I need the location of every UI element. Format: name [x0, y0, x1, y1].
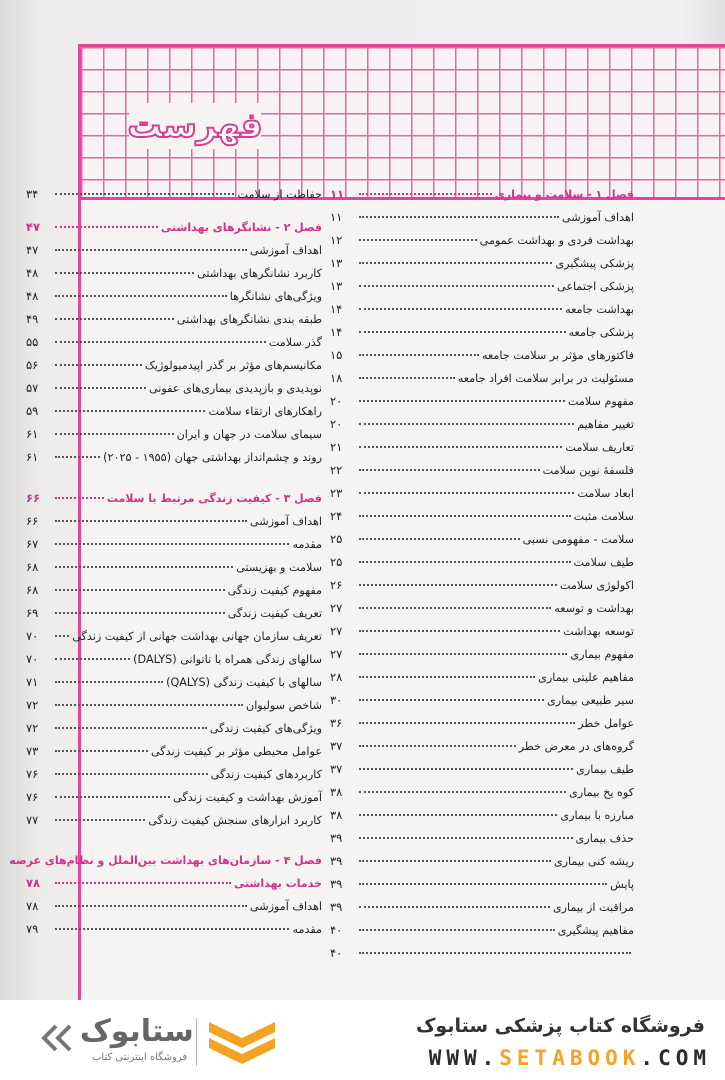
dot-leader [359, 906, 550, 908]
toc-entry-title: سالهای با کیفیت زندگی (QALYS) [166, 676, 322, 689]
toc-page-number: ۱۱ [330, 210, 343, 224]
dot-leader [55, 566, 233, 568]
toc-page-number: ۱۵ [330, 348, 343, 362]
book-chevron-logo-icon [205, 1018, 279, 1066]
dot-leader [55, 520, 247, 522]
dot-leader [359, 607, 551, 609]
toc-entry [330, 339, 634, 362]
toc-entry [26, 758, 322, 781]
toc-page-number: ۲۲ [330, 463, 343, 477]
toc-entry-title: اهداف آموزشی [249, 900, 322, 913]
toc-page-number: ۱۸ [330, 371, 343, 385]
dot-leader [55, 658, 130, 660]
toc-entry-title: ریشه کنی بیماری [553, 855, 634, 868]
store-logo-tagline: فروشگاه اینترنتی کتاب [92, 1052, 188, 1063]
dot-leader [359, 630, 560, 632]
toc-page-number: ۴۸ [26, 289, 39, 303]
toc-page-number: ۴۰ [330, 923, 343, 937]
dot-leader [359, 952, 631, 954]
toc-entry-title: خدمات بهداشتی [233, 877, 322, 890]
toc-entry-title: مبارزه با بیماری [560, 809, 634, 822]
toc-entry [330, 408, 634, 431]
dot-leader [55, 773, 208, 775]
dot-leader [359, 308, 562, 310]
dot-leader [55, 497, 104, 499]
dot-leader [359, 538, 520, 540]
toc-entry [26, 804, 322, 827]
toc-page-number: ۱۱ [330, 187, 345, 201]
toc-entry-title: فلسفهٔ نوین سلامت [542, 464, 634, 477]
toc-entry-title: مراقبت از بیماری [552, 901, 634, 914]
dot-leader [359, 745, 516, 747]
dot-leader [55, 928, 289, 930]
toc-entry-title: فاکتورهای مؤثر بر سلامت جامعه [481, 349, 634, 362]
toc-page-number: ۷۰ [26, 629, 39, 643]
toc-page-number: ۶۷ [26, 537, 39, 551]
toc-entry-title: بهداشت جامعه [565, 303, 634, 316]
toc-entry-title: کوه یخ بیماری [569, 786, 634, 799]
toc-entry-title: فصل ۱ - سلامت و بیماری [494, 188, 634, 201]
dot-leader [55, 681, 163, 683]
toc-entry [330, 730, 634, 753]
toc-page-number: ۵۷ [26, 381, 39, 395]
toc-entry-title: مفهوم بیماری [570, 648, 634, 661]
toc-entry-title: مفاهیم پیشگیری [557, 924, 634, 937]
toc-entry [26, 257, 322, 280]
dot-leader [55, 193, 234, 195]
toc-page-number: ۲۷ [330, 624, 343, 638]
toc-column-right [330, 178, 634, 960]
dot-leader [359, 653, 567, 655]
url-prefix: WWW. [428, 1046, 500, 1070]
dot-leader [55, 318, 174, 320]
toc-page-number: ۱۲ [330, 233, 343, 247]
toc-entry [330, 546, 634, 569]
toc-entry [26, 303, 322, 326]
toc-entry-title: پزشکی اجتماعی [557, 280, 634, 293]
toc-page-number: ۶۹ [26, 606, 39, 620]
dot-leader [359, 216, 559, 218]
toc-entry-title: مفهوم کیفیت زندگی [227, 584, 322, 597]
toc-entry-title: فصل ۲ - نشانگرهای بهداشتی [160, 221, 322, 234]
toc-page-number: ۵۹ [26, 404, 39, 418]
toc-entry [330, 431, 634, 454]
store-name: فروشگاه کتاب پزشکی ستابوک [415, 1015, 705, 1037]
toc-entry-title: سالهای زندگی همراه با ناتوانی (DALYS) [133, 653, 322, 666]
toc-entry-title: کاربرد نشانگرهای بهداشتی [197, 267, 322, 280]
toc-entry-title: اکولوژی سلامت [559, 579, 634, 592]
dot-leader [55, 226, 158, 228]
toc-page-number: ۷۲ [26, 721, 39, 735]
toc-page-number: ۷۰ [26, 652, 39, 666]
toc-page-number: ۳۴ [26, 187, 39, 201]
toc-entry-title: سلامت مثبت [573, 510, 634, 523]
dot-leader [359, 446, 562, 448]
toc-entry [26, 395, 322, 418]
dot-leader [359, 285, 554, 287]
dot-leader [359, 584, 557, 586]
toc-entry [330, 454, 634, 477]
toc-page-number: ۲۷ [330, 647, 343, 661]
toc-page-number: ۷۱ [26, 675, 39, 689]
toc-entry [330, 707, 634, 730]
toc-page-number: ۳۷ [330, 762, 343, 776]
toc-entry-title: مفهوم سلامت [567, 395, 634, 408]
toc-entry [26, 280, 322, 303]
toc-column-left [9, 178, 322, 936]
toc-page-number: ۳۶ [330, 716, 343, 730]
toc-page-number: ۲۶ [330, 578, 343, 592]
toc-entry-title: بهداشت و توسعه [554, 602, 634, 615]
dot-leader [359, 423, 574, 425]
dot-leader [55, 796, 170, 798]
toc-entry [26, 712, 322, 735]
toc-entry-title: پزشکی پیشگیری [555, 257, 634, 270]
toc-entry [330, 937, 634, 960]
toc-entry [330, 799, 634, 822]
toc-entry-title: ابعاد سلامت [577, 487, 634, 500]
toc-page-number: ۴۷ [26, 220, 41, 234]
toc-entry-title: روند و چشم‌انداز بهداشتی جهان (۱۹۵۵ - ۲۰۲۵) [103, 451, 322, 464]
toc-entry [330, 270, 634, 293]
toc-entry [26, 890, 322, 913]
toc-page-number: ۲۱ [330, 440, 343, 454]
toc-page-number: ۶۸ [26, 583, 39, 597]
toc-chapter-heading [26, 482, 322, 505]
dot-leader [55, 882, 231, 884]
toc-entry-title: بهداشت فردی و بهداشت عمومی [479, 234, 634, 247]
toc-entry [330, 362, 634, 385]
toc-entry [330, 293, 634, 316]
dot-leader [359, 837, 573, 839]
toc-page-number: ۱۳ [330, 279, 343, 293]
dot-leader [359, 791, 566, 793]
dot-leader [55, 364, 142, 366]
toc-entry [330, 891, 634, 914]
dot-leader [359, 699, 544, 701]
double-chevron-icon [40, 1024, 84, 1052]
dot-leader [55, 704, 243, 706]
dot-leader [359, 193, 492, 195]
dot-leader [55, 387, 146, 389]
toc-entry-title: سیر طبیعی بیماری [547, 694, 634, 707]
toc-entry [330, 523, 634, 546]
toc-entry-title: سلامت و بهزیستی [236, 561, 322, 574]
toc-entry-title: مکانیسم‌های مؤثر بر گذر اپیدمیولوژیک [144, 359, 322, 372]
dot-leader [55, 612, 225, 614]
toc-entry-title: نوپدیدی و بازپدیدی بیماری‌های عفونی [148, 382, 322, 395]
toc-page-number: ۳۹ [330, 877, 343, 891]
toc-page-number: ۷۷ [26, 813, 39, 827]
toc-page-number: ۲۵ [330, 532, 343, 546]
toc-entry [26, 505, 322, 528]
toc-entry-title: اهداف آموزشی [249, 515, 322, 528]
dot-leader [55, 295, 227, 297]
toc-entry [26, 781, 322, 804]
dot-leader [55, 341, 266, 343]
toc-entry [330, 569, 634, 592]
toc-chapter-heading [26, 867, 322, 890]
toc-entry [330, 500, 634, 523]
url-main: SETABOOK [499, 1046, 641, 1070]
toc-entry [330, 661, 634, 684]
toc-entry [330, 914, 634, 937]
dot-leader [359, 676, 535, 678]
toc-entry [330, 224, 634, 247]
toc-entry [26, 735, 322, 758]
toc-page-number: ۴۹ [26, 312, 39, 326]
toc-page-number: ۷۲ [26, 698, 39, 712]
toc-page-number: ۱۴ [330, 302, 343, 316]
toc-page-number: ۴۸ [26, 266, 39, 280]
toc-entry [26, 597, 322, 620]
toc-page-number: ۳۰ [330, 693, 343, 707]
toc-chapter-heading [9, 845, 322, 867]
toc-entry [330, 592, 634, 615]
toc-entry-title: ویژگی‌های نشانگرها [229, 290, 322, 303]
toc-entry-title: کاربردهای کیفیت زندگی [210, 768, 322, 781]
toc-entry [330, 247, 634, 270]
toc-page-number: ۶۶ [26, 514, 39, 528]
dot-leader [359, 860, 551, 862]
toc-entry [330, 477, 634, 500]
dot-leader [359, 239, 477, 241]
toc-page-number: ۵۵ [26, 335, 39, 349]
toc-entry-title: تعریف کیفیت زندگی [227, 607, 322, 620]
toc-title-box [129, 103, 261, 149]
toc-entry [26, 666, 322, 689]
toc-entry [26, 574, 322, 597]
toc-entry [26, 418, 322, 441]
toc-entry-title: مقدمه [292, 538, 322, 551]
toc-page-number: ۱۳ [330, 256, 343, 270]
toc-entry-title: راهکارهای ارتقاء سلامت [208, 405, 322, 418]
toc-entry-title: سلامت - مفهومی نسبی [522, 533, 634, 546]
dot-leader [359, 722, 575, 724]
dot-leader [55, 272, 194, 274]
toc-entry-title: طیف سلامت [573, 556, 634, 569]
toc-page-number: ۳۹ [330, 854, 343, 868]
toc-page-number: ۶۱ [26, 427, 39, 441]
toc-entry-title: تعاریف سلامت [565, 441, 634, 454]
dot-leader [55, 750, 148, 752]
dot-leader [55, 905, 247, 907]
dot-leader [55, 410, 205, 412]
toc-entry [26, 551, 322, 574]
toc-chapter-heading [330, 178, 634, 201]
toc-page-number: ۳۹ [330, 900, 343, 914]
toc-page-number: ۴۷ [26, 243, 39, 257]
toc-entry-title: فصل ۴ - سازمان‌های بهداشت بین‌الملل و نظام‌های عرضه [9, 854, 322, 867]
toc-entry-title: طیف بیماری [576, 763, 634, 776]
toc-entry-title: اهداف آموزشی [249, 244, 322, 257]
toc-entry-title: کاربرد ابزارهای سنجش کیفیت زندگی [148, 814, 322, 827]
toc-page-number: ۲۰ [330, 394, 343, 408]
dot-leader [359, 262, 552, 264]
toc-entry-title: مفاهیم علیتی بیماری [538, 671, 634, 684]
toc-entry [330, 776, 634, 799]
toc-entry-title: عوامل خطر [578, 717, 634, 730]
store-logo-wordmark: ستابوک [80, 1014, 194, 1049]
toc-entry [26, 178, 322, 201]
dot-leader [359, 354, 479, 356]
toc-entry [330, 201, 634, 224]
toc-entry [330, 638, 634, 661]
toc-page-number: ۷۸ [26, 876, 41, 890]
toc-entry [330, 684, 634, 707]
store-footer-banner [0, 1000, 725, 1080]
toc-entry [26, 234, 322, 257]
dot-leader [359, 561, 571, 563]
dot-leader [359, 492, 574, 494]
toc-entry-title: سیمای سلامت در جهان و ایران [176, 428, 322, 441]
toc-entry [330, 316, 634, 339]
toc-entry-title: تعریف سازمان جهانی بهداشت جهانی از کیفیت زندگی [72, 630, 322, 643]
toc-entry-title: گذر سلامت [268, 336, 322, 349]
toc-page-number: ۲۳ [330, 486, 343, 500]
dot-leader [55, 543, 289, 545]
toc-page-number: ۶۱ [26, 450, 39, 464]
toc-page-number: ۲۴ [330, 509, 343, 523]
store-url[interactable] [429, 1046, 711, 1070]
toc-entry [330, 845, 634, 868]
toc-entry-title: توسعه بهداشت [563, 625, 634, 638]
toc-page-number: ۳۹ [330, 831, 343, 845]
toc-page-number: ۳۸ [330, 808, 343, 822]
toc-page-number: ۷۶ [26, 790, 39, 804]
toc-entry-title: ویژگی‌های کیفیت زندگی [209, 722, 322, 735]
toc-entry [26, 326, 322, 349]
toc-entry [26, 913, 322, 936]
toc-entry [330, 868, 634, 891]
dot-leader [55, 727, 207, 729]
dot-leader [55, 249, 247, 251]
dot-leader [359, 814, 557, 816]
toc-entry [26, 689, 322, 712]
toc-page-number: ۲۷ [330, 601, 343, 615]
toc-page-number: ۳۷ [330, 739, 343, 753]
toc-entry-title: پزشکی جامعه [568, 326, 634, 339]
toc-entry [330, 753, 634, 776]
toc-page-number: ۷۹ [26, 922, 39, 936]
dot-leader [55, 456, 100, 458]
toc-entry-title: شاخص سولیوان [245, 699, 322, 712]
dot-leader [55, 635, 69, 637]
toc-entry-title: عوامل محیطی مؤثر بر کیفیت زندگی [150, 745, 322, 758]
toc-entry-title: آموزش بهداشت و کیفیت زندگی [173, 791, 322, 804]
toc-entry [26, 620, 322, 643]
toc-entry [26, 372, 322, 395]
dot-leader [359, 331, 566, 333]
url-suffix: .COM [640, 1046, 711, 1070]
toc-page-number: ۶۸ [26, 560, 39, 574]
toc-page-number: ۲۰ [330, 417, 343, 431]
toc-page-number: ۴۰ [330, 946, 343, 960]
toc-entry-title: مقدمه [292, 923, 322, 936]
toc-entry [330, 615, 634, 638]
toc-chapter-heading [26, 211, 322, 234]
dot-leader [359, 469, 540, 471]
toc-page-number: ۵۶ [26, 358, 39, 372]
toc-entry-title: پایش [610, 878, 634, 891]
dot-leader [55, 433, 174, 435]
toc-page-number: ۶۶ [26, 491, 41, 505]
toc-entry [26, 349, 322, 372]
dot-leader [55, 819, 145, 821]
toc-page-number: ۲۸ [330, 670, 343, 684]
toc-entry-title: فصل ۳ - کیفیت زندگی مرتبط با سلامت [106, 492, 322, 505]
toc-entry [330, 385, 634, 408]
toc-entry [330, 822, 634, 845]
toc-entry-title: طبقه بندی نشانگرهای بهداشتی [176, 313, 322, 326]
toc-entry [26, 643, 322, 666]
toc-page-number: ۷۳ [26, 744, 39, 758]
toc-page-number: ۳۸ [330, 785, 343, 799]
toc-page-number: ۷۸ [26, 899, 39, 913]
dot-leader [359, 515, 571, 517]
dot-leader [55, 589, 225, 591]
toc-entry-title: اهداف آموزشی [561, 211, 634, 224]
toc-entry-title: حفاظت از سلامت [237, 188, 322, 201]
toc-page-number: ۲۵ [330, 555, 343, 569]
dot-leader [359, 883, 607, 885]
toc-title: فهرست [127, 106, 263, 146]
toc-entry-title: گروه‌های در معرض خطر [518, 740, 634, 753]
toc-page-number: ۱۴ [330, 325, 343, 339]
toc-entry [26, 441, 322, 464]
toc-entry-title: مسئولیت در برابر سلامت افراد جامعه [457, 372, 634, 385]
footer-divider [196, 1018, 197, 1066]
toc-entry [26, 528, 322, 551]
dot-leader [359, 929, 555, 931]
dot-leader [359, 768, 573, 770]
toc-entry-title: تغییر مفاهیم [577, 418, 634, 431]
toc-entry-title: حذف بیماری [575, 832, 634, 845]
dot-leader [359, 400, 565, 402]
toc-page-number: ۷۶ [26, 767, 39, 781]
dot-leader [359, 377, 455, 379]
